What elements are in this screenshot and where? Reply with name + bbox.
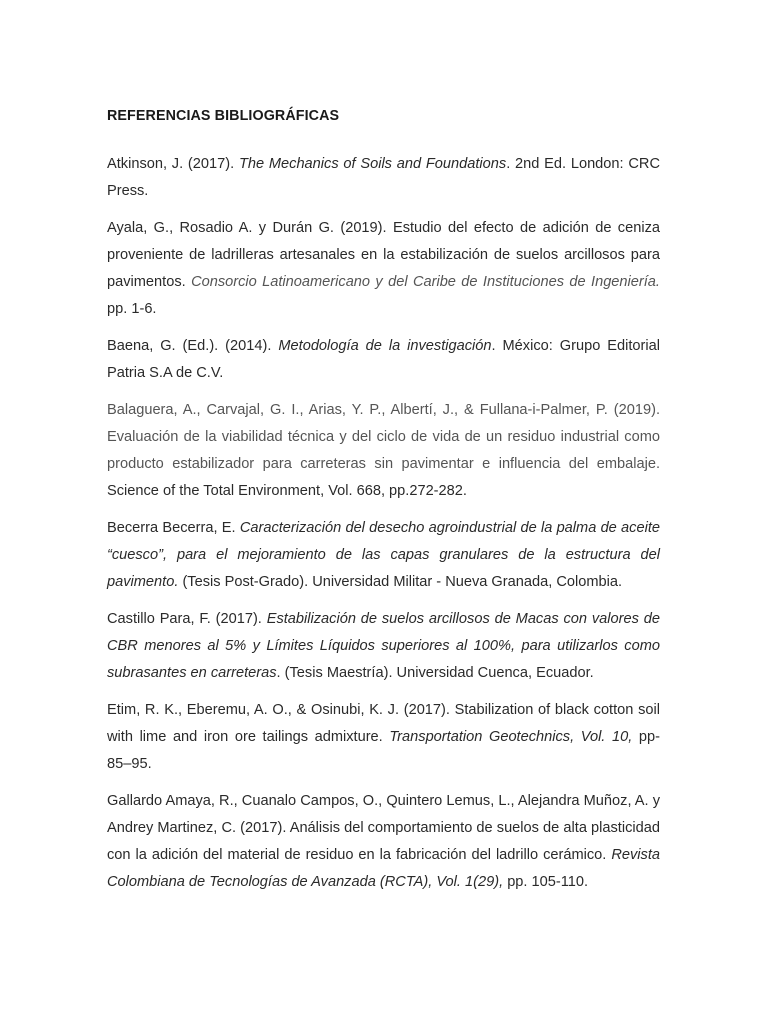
- reference-title: Metodología de la investigación: [278, 338, 492, 354]
- reference-title: Revista Colombiana de Tecnologías de Avanzada (RCTA), Vol. 1(29),: [107, 847, 660, 890]
- reference-details: (Tesis Post-Grado). Universidad Militar - Nueva Granada, Colombia.: [178, 574, 623, 590]
- reference-entry-etim: [107, 697, 660, 778]
- reference-entry-balaguera: [107, 397, 660, 505]
- reference-details: . México: Grupo Editorial Patria S.A de C.V.: [107, 338, 660, 381]
- reference-authors: Becerra Becerra, E.: [107, 520, 240, 536]
- reference-details: pp. 105-110.: [503, 874, 589, 890]
- reference-authors: Etim, R. K., Eberemu, A. O., & Osinubi, K. J. (2017). Stabilization of black cotton soil with lime and iron ore tailings admixture.: [107, 702, 660, 745]
- reference-entry-ayala: [107, 215, 660, 323]
- reference-authors: Atkinson, J. (2017).: [107, 156, 239, 172]
- reference-title: Estabilización de suelos arcillosos de Macas con valores de CBR menores al 5% y Límites Líquidos superiores al 100%, para utilizarlos como subrasantes en carreteras: [107, 611, 660, 681]
- reference-details: . 2nd Ed. London: CRC Press.: [107, 156, 660, 199]
- reference-authors: Gallardo Amaya, R., Cuanalo Campos, O., Quintero Lemus, L., Alejandra Muñoz, A. y Andrey Martinez, C. (2017). Análisis del comportamiento de suelos de alta plasticidad con la adición del material de residuo en la fabricación del ladrillo cerámico.: [107, 793, 660, 863]
- reference-details: pp. 1-6.: [107, 301, 157, 317]
- document-page: [107, 104, 660, 906]
- reference-title: Caracterización del desecho agroindustrial de la palma de aceite “cuesco”, para el mejoramiento de las capas granulares de la estructura del pavimento.: [107, 520, 660, 590]
- reference-entry-atkinson: [107, 151, 660, 205]
- reference-authors: Balaguera, A., Carvajal, G. I., Arias, Y. P., Albertí, J., & Fullana-i-Palmer, P. (2019). Evaluación de la viabilidad técnica y del ciclo de vida de un residuo industrial como producto estabilizador para carreteras sin pavimentar e influencia del embalaje.: [107, 402, 660, 472]
- reference-title: Consorcio Latinoamericano y del Caribe de Instituciones de Ingeniería.: [191, 274, 660, 290]
- reference-entry-castillo: [107, 606, 660, 687]
- reference-title: Transportation Geotechnics, Vol. 10,: [389, 729, 633, 745]
- reference-entry-baena: [107, 333, 660, 387]
- section-heading: REFERENCIAS BIBLIOGRÁFICAS: [107, 108, 340, 124]
- reference-title: The Mechanics of Soils and Foundations: [238, 156, 507, 172]
- reference-authors: Ayala, G., Rosadio A. y Durán G. (2019). Estudio del efecto de adición de ceniza proveniente de ladrilleras artesanales en la estabilización de suelos arcillosos para pavimentos.: [107, 220, 660, 290]
- reference-details: pp- 85–95.: [107, 729, 660, 772]
- reference-authors: Baena, G. (Ed.). (2014).: [107, 338, 279, 354]
- reference-details: Science of the Total Environment, Vol. 668, pp.272-282.: [107, 483, 467, 499]
- reference-entry-becerra: [107, 515, 660, 596]
- reference-entry-gallardo: [107, 788, 660, 896]
- reference-details: . (Tesis Maestría). Universidad Cuenca, Ecuador.: [276, 665, 594, 681]
- reference-authors: Castillo Para, F. (2017).: [107, 611, 267, 627]
